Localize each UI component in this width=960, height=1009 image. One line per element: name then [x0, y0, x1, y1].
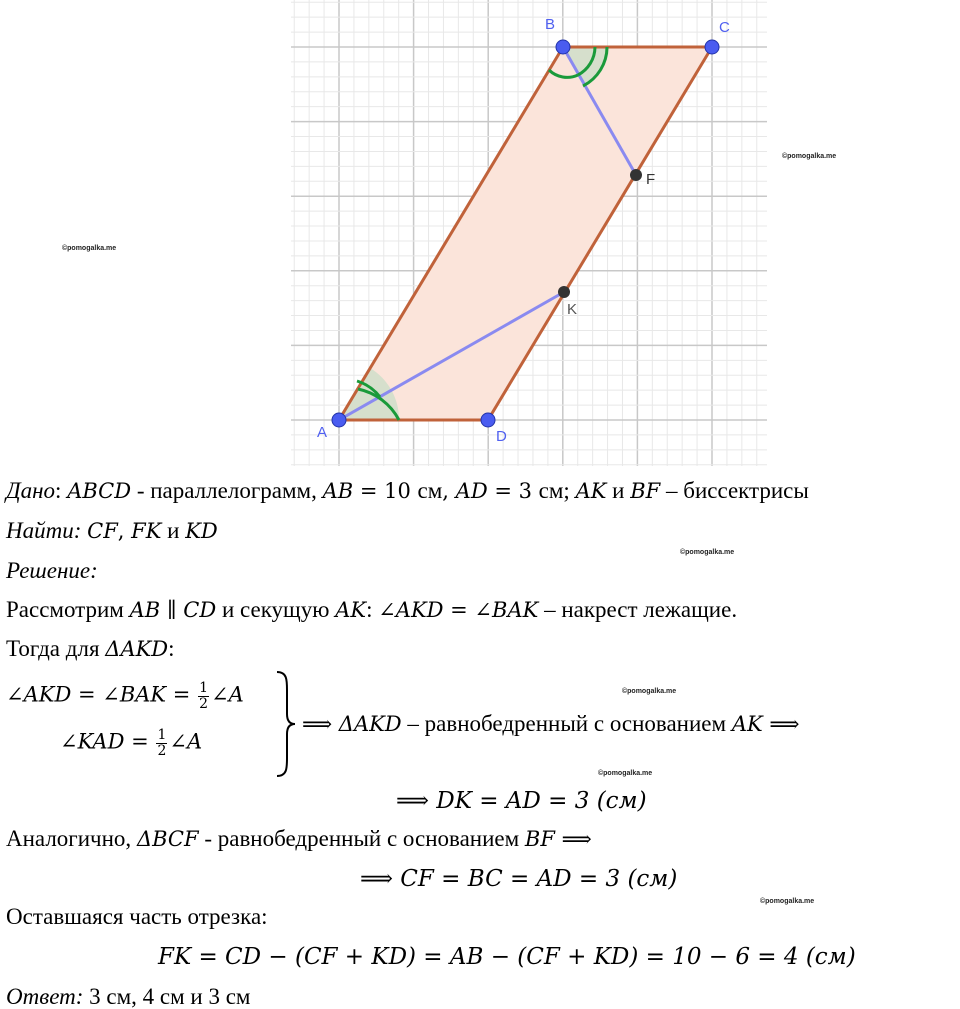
then-colon: :	[168, 636, 175, 661]
find-and: и	[161, 518, 186, 543]
cf-equation: ⟹ CF = BC = AD = 3 (см)	[360, 866, 678, 892]
conclusion-triangle: ΔAKD	[338, 712, 402, 736]
given-label: Дано	[6, 478, 56, 503]
conclusion-line	[302, 711, 799, 737]
analogous-bf: BF	[524, 827, 555, 851]
label-f: F	[646, 171, 656, 188]
analogous-line	[6, 827, 592, 850]
fraction-denominator: 2	[199, 695, 209, 712]
parallelogram-figure	[0, 0, 960, 470]
consider-text-3: – накрест лежащие.	[538, 597, 738, 622]
system-eq-2	[60, 728, 202, 758]
fraction-denominator: 2	[157, 742, 167, 759]
consider-colon: :	[366, 597, 379, 622]
fraction-numerator: 1	[199, 680, 209, 696]
given-ab: AB	[322, 479, 354, 503]
given-bisectors: – биссектрисы	[660, 478, 809, 503]
then-triangle: ΔAKD	[105, 637, 169, 661]
system-eq-2-tail: ∠A	[169, 729, 203, 754]
answer-line	[6, 985, 251, 1008]
find-line	[6, 519, 218, 542]
consider-angles: ∠AKD = ∠BAK	[378, 598, 539, 622]
system-eq-1	[6, 681, 244, 711]
consider-ab: AB	[129, 598, 161, 622]
watermark: ©pomogalka.me	[760, 898, 815, 905]
dk-equation: ⟹ DK = AD = 3 (см)	[396, 788, 647, 814]
system-eq-1-tail: ∠A	[211, 682, 244, 707]
analogous-text: Аналогично,	[6, 826, 137, 851]
label-d: D	[496, 428, 507, 445]
given-abcd: ABCD	[67, 479, 132, 503]
given-ak: AK	[575, 479, 607, 503]
consider-ak: AK	[335, 598, 367, 622]
find-fk: FK	[131, 519, 162, 543]
remaining-line: Оставшаяся часть отрезка:	[6, 904, 268, 929]
fk-equation: FK = CD − (CF + KD) = AB − (CF + KD) = 10 − 6 = 4 (см)	[158, 944, 856, 970]
answer-text: 3 см, 4 см и 3 см	[83, 984, 251, 1009]
parallelogram-fill	[339, 47, 712, 420]
right-brace	[273, 670, 297, 778]
find-comma: ,	[117, 519, 132, 543]
given-line	[6, 479, 809, 502]
point-b	[556, 40, 570, 54]
implies-arrow-2: ⟹	[762, 712, 800, 736]
label-b: B	[545, 16, 556, 33]
given-ad: AD	[455, 479, 488, 503]
point-d	[481, 413, 495, 427]
watermark: ©pomogalka.me	[622, 688, 677, 695]
solution-label: Решение:	[6, 558, 98, 583]
answer-label: Ответ:	[6, 984, 84, 1009]
analogous-triangle: ΔBCF	[136, 827, 199, 851]
given-eq-10: = 10	[353, 479, 418, 503]
consider-cd: CD	[183, 598, 217, 622]
watermark: ©pomogalka.me	[680, 549, 735, 556]
find-cf: CF	[87, 519, 118, 543]
given-comma: ,	[442, 479, 456, 503]
find-label: Найти:	[6, 518, 82, 543]
system-eq-1-expr: ∠AKD = ∠BAK =	[6, 682, 191, 707]
point-c	[705, 40, 719, 54]
fraction-half	[198, 681, 209, 711]
consider-text-2: и секущую	[216, 597, 336, 622]
conclusion-text: – равнобедренный с основанием	[401, 711, 732, 736]
then-line	[6, 637, 175, 660]
given-cm-semicolon: см;	[538, 478, 576, 503]
conclusion-ak: AK	[731, 712, 763, 736]
label-k: K	[567, 301, 578, 318]
label-a: A	[317, 424, 328, 441]
watermark: ©pomogalka.me	[598, 770, 653, 777]
fraction-numerator: 1	[157, 727, 167, 743]
implies-arrow: ⟹	[302, 712, 339, 736]
implies-arrow: ⟹	[554, 827, 592, 851]
label-c: C	[719, 19, 730, 36]
system-eq-2-expr: ∠KAD =	[60, 729, 149, 754]
given-parallelogram: - параллелограмм,	[131, 478, 323, 503]
point-f	[630, 169, 642, 181]
then-text: Тогда для	[6, 636, 106, 661]
point-k	[558, 286, 570, 298]
consider-line	[6, 598, 737, 621]
given-bf: BF	[630, 479, 661, 503]
find-kd: KD	[185, 519, 218, 543]
given-eq-3: = 3	[487, 479, 539, 503]
point-a	[332, 413, 346, 427]
given-and: и	[606, 478, 631, 503]
fraction-half	[156, 728, 167, 758]
consider-text: Рассмотрим	[6, 597, 130, 622]
watermark: ©pomogalka.me	[62, 245, 117, 252]
analogous-text-2: - равнобедренный с основанием	[198, 826, 525, 851]
given-colon: :	[55, 478, 62, 503]
consider-parallel: ∥	[160, 598, 184, 622]
given-cm: см	[417, 478, 443, 503]
watermark: ©pomogalka.me	[782, 153, 837, 160]
